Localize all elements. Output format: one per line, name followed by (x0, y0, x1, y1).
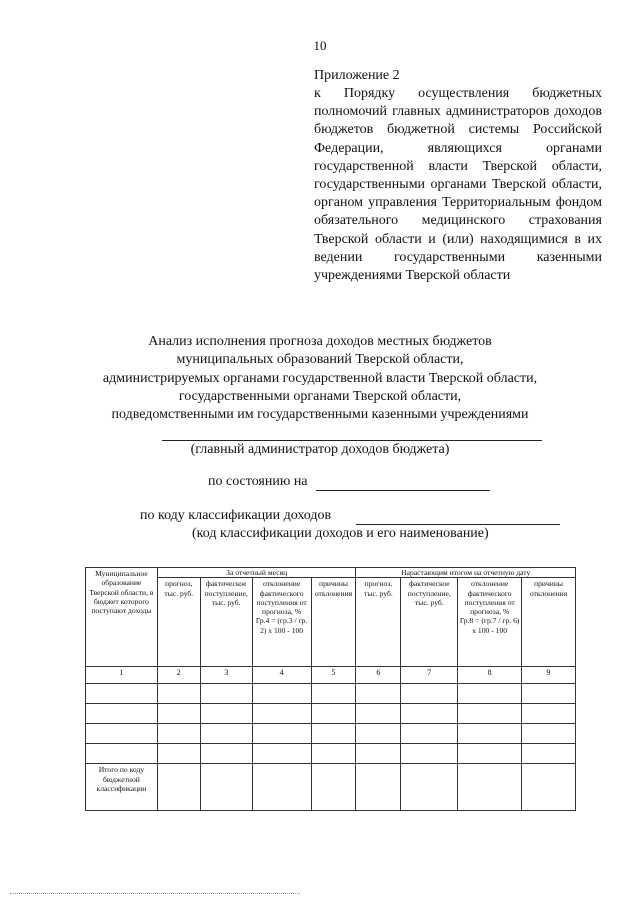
col-number: 5 (311, 667, 356, 684)
appendix-text: к Порядку осуществления бюджетных полномочий главных администраторов доходов бюджетов бюджетной системы Российской Федерации, являющихся органами государственной власти Тверской области, государственными органами Тверской области, органом управления Территориальным фондом обязательного медицинского страхования Тверской области и (или) находящимися в их ведении государственными казенными учреждениями Тверской области (314, 86, 602, 284)
col-forecast-header: прогноз, тыс. руб. (157, 578, 200, 667)
col-number: 8 (458, 667, 522, 684)
as-of-label: по состоянию на (208, 474, 308, 489)
title-line: Анализ исполнения прогноза доходов местных бюджетов (148, 334, 492, 349)
as-of-fill-line[interactable] (316, 490, 490, 491)
group-month-header: За отчетный месяц (157, 568, 356, 578)
table-row[interactable] (86, 684, 576, 704)
deviation-formula: Гр.4 = (гр.3 / гр. 2) х 100 - 100 (255, 616, 308, 635)
footer-line (10, 893, 300, 894)
col-deviation-cum-header (458, 578, 522, 667)
col-reasons-cum-header: причины отклонения (522, 578, 576, 667)
deviation-text: отклонение фактического поступления от прогноза, % (256, 579, 307, 617)
col-municipality-header: Муниципальное образование Тверской области, в бюджет которого поступают доходы (86, 568, 158, 667)
code-label: по коду классификации доходов (140, 508, 332, 523)
col-actual-header: фактическое поступление, тыс. руб. (200, 578, 252, 667)
group-cumulative-header: Нарастающим итогом на отчетную дату (356, 568, 576, 578)
title-line: муниципальных образований Тверской области, (176, 352, 464, 368)
table-row[interactable] (86, 744, 576, 764)
deviation-formula: Гр.8 = (гр.7 / гр. 6) х 100 - 100 (459, 616, 520, 635)
title-line: администрируемых органами государственной власти Тверской области, (102, 370, 538, 386)
col-forecast-cum-header: прогноз, тыс. руб. (356, 578, 401, 667)
admin-caption: (главный администратор доходов бюджета) (190, 442, 450, 457)
col-number: 7 (401, 667, 458, 684)
code-fill-line[interactable] (356, 524, 560, 525)
col-number: 6 (356, 667, 401, 684)
table-row[interactable] (86, 724, 576, 744)
title-line: государственными органами Тверской области, (178, 388, 462, 404)
col-actual-cum-header: фактическое поступление, тыс. руб. (401, 578, 458, 667)
title-line: подведомственными им государственными казенными учреждениями (111, 407, 529, 423)
column-numbers-row (86, 667, 576, 684)
admin-fill-line[interactable] (162, 440, 542, 441)
col-number: 3 (200, 667, 252, 684)
col-reasons-header: причины отклонения (311, 578, 356, 667)
page-number: 10 (313, 38, 327, 53)
col-number: 1 (86, 667, 158, 684)
col-deviation-header (252, 578, 311, 667)
table-row[interactable] (86, 704, 576, 724)
total-row (86, 764, 576, 811)
col-number: 9 (522, 667, 576, 684)
deviation-text: отклонение фактического поступления от прогноза, % (464, 579, 515, 617)
total-label: Итого по коду бюджетной классификации (86, 764, 158, 811)
analysis-table (85, 567, 576, 811)
code-caption: (код классификации доходов и его наименование) (192, 526, 489, 541)
report-title (0, 333, 640, 424)
appendix-title: Приложение 2 (314, 68, 400, 83)
col-number: 4 (252, 667, 311, 684)
col-number: 2 (157, 667, 200, 684)
